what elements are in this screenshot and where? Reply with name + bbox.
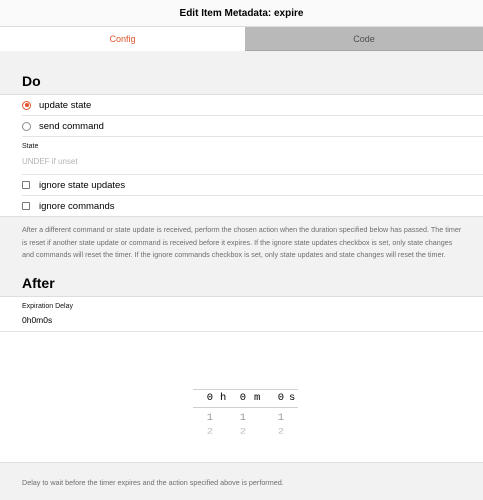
tab-bar — [0, 27, 483, 51]
hours-unit: h — [220, 391, 227, 404]
expiration-delay-label: Expiration Delay — [22, 302, 73, 310]
ignore-commands-label: ignore commands — [39, 200, 115, 212]
do-section-title: Do — [22, 73, 41, 89]
after-description: Delay to wait before the timer expires and the action specified above is performed. — [22, 477, 284, 487]
hours-wheel[interactable] — [197, 390, 213, 438]
seconds-wheel[interactable] — [268, 390, 284, 438]
window-title-bar — [0, 0, 483, 27]
seconds-selected: 0 — [277, 391, 284, 404]
radio-update-state[interactable] — [22, 101, 31, 110]
window-title: Edit Item Metadata: expire — [179, 7, 304, 19]
minutes-next-2: 2 — [239, 427, 246, 436]
tab-code[interactable] — [245, 27, 483, 51]
minutes-unit: m — [254, 391, 261, 404]
checkbox-ignore-state-updates[interactable] — [22, 181, 30, 189]
hours-next: 1 — [206, 411, 213, 424]
ignore-state-updates-label: ignore state updates — [39, 179, 126, 191]
option-send-command-label: send command — [39, 120, 104, 132]
option-send-command[interactable] — [22, 115, 483, 136]
minutes-selected: 0 — [239, 391, 246, 404]
hours-next-2: 2 — [206, 427, 213, 436]
seconds-next-2: 2 — [277, 427, 284, 436]
tab-config[interactable] — [0, 27, 245, 51]
expiration-delay-value: 0h0m0s — [22, 314, 53, 325]
tab-code-label: Code — [353, 33, 375, 44]
state-field-label: State — [22, 143, 39, 150]
checkbox-row-ignore-state-updates[interactable] — [22, 174, 483, 195]
state-input[interactable] — [22, 157, 222, 167]
seconds-next: 1 — [277, 411, 284, 424]
tab-config-label: Config — [109, 34, 136, 44]
minutes-next: 1 — [239, 411, 246, 424]
after-section-title: After — [22, 274, 55, 291]
option-update-state[interactable] — [22, 95, 483, 115]
minutes-wheel[interactable] — [230, 390, 246, 438]
do-options-group — [0, 94, 483, 217]
checkbox-ignore-commands[interactable] — [22, 202, 30, 210]
state-field — [22, 136, 483, 174]
do-description: After a different command or state update is received, perform the chosen action when the duration specified below has passed. The timer is reset if another state update or command is received before it expires. If the ignore state updates checkbox is set, only state changes and commands will reset the timer. If the ignore commands checkbox is set, only state updates and state changes will reset the timer. — [22, 225, 462, 259]
after-group — [0, 296, 483, 463]
expiration-delay-field[interactable] — [22, 297, 483, 331]
option-update-state-label: update state — [39, 99, 92, 111]
seconds-unit: s — [289, 391, 296, 404]
hours-selected: 0 — [206, 391, 213, 404]
duration-picker[interactable] — [0, 331, 483, 463]
radio-send-command[interactable] — [22, 122, 31, 131]
checkbox-row-ignore-commands[interactable] — [22, 195, 483, 216]
